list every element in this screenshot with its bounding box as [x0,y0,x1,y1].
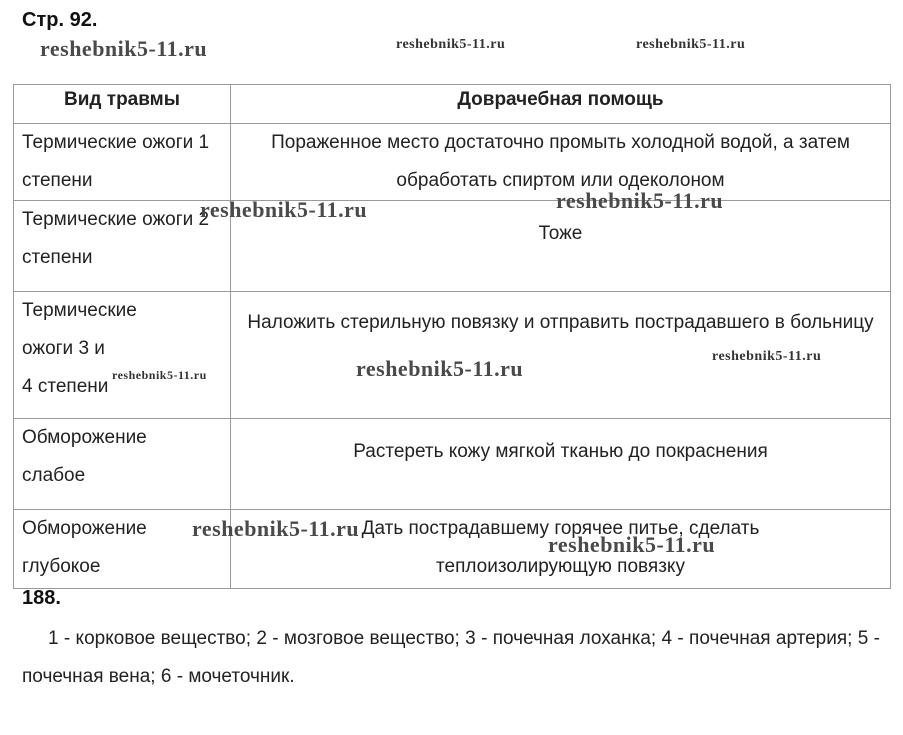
table-row [14,201,891,292]
injury-type-cell: Термические ожоги 2 степени [14,201,231,292]
task-number: 188. [22,587,61,609]
first-aid-cell: Дать пострадавшему горячее питье, сделать теплоизолирующую повязку [231,510,891,589]
table-row [14,124,891,201]
first-aid-table [13,84,891,589]
watermark: reshebnik5-11.ru [200,197,368,222]
injury-type-cell: Термические ожоги 3 и 4 степени [14,292,231,419]
watermark: reshebnik5-11.ru [112,368,207,382]
task-answer: 1 - корковое вещество; 2 - мозговое вещество; 3 - почечная лоханка; 4 - почечная артерия; 5 - почечная вена; 6 - мочеточник. [22,628,880,687]
watermark: reshebnik5-11.ru [40,36,208,61]
table-header-row [14,85,891,124]
first-aid-cell: Наложить стерильную повязку и отправить пострадавшего в больницу [231,292,891,419]
injury-type-cell: Термические ожоги 1 степени [14,124,231,201]
injury-type-cell: Обморожение слабое [14,419,231,510]
watermark: reshebnik5-11.ru [556,188,724,213]
watermark: reshebnik5-11.ru [192,516,360,541]
first-aid-cell: Растереть кожу мягкой тканью до покраснения [231,419,891,510]
table-row [14,419,891,510]
injury-type-cell: Обморожение глубокое [14,510,231,589]
header-injury-type: Вид травмы [14,85,231,124]
page-label: Стр. 92. [22,9,98,31]
watermark: reshebnik5-11.ru [636,37,746,52]
watermark: reshebnik5-11.ru [356,356,524,381]
header-first-aid: Доврачебная помощь [231,85,891,124]
first-aid-cell: Пораженное место достаточно промыть холодной водой, а затем обработать спиртом или одеколоном [231,124,891,201]
watermark: reshebnik5-11.ru [396,37,506,52]
watermark: reshebnik5-11.ru [712,349,822,364]
first-aid-cell: Тоже [231,201,891,292]
table-row [14,510,891,589]
watermark: reshebnik5-11.ru [548,532,716,557]
